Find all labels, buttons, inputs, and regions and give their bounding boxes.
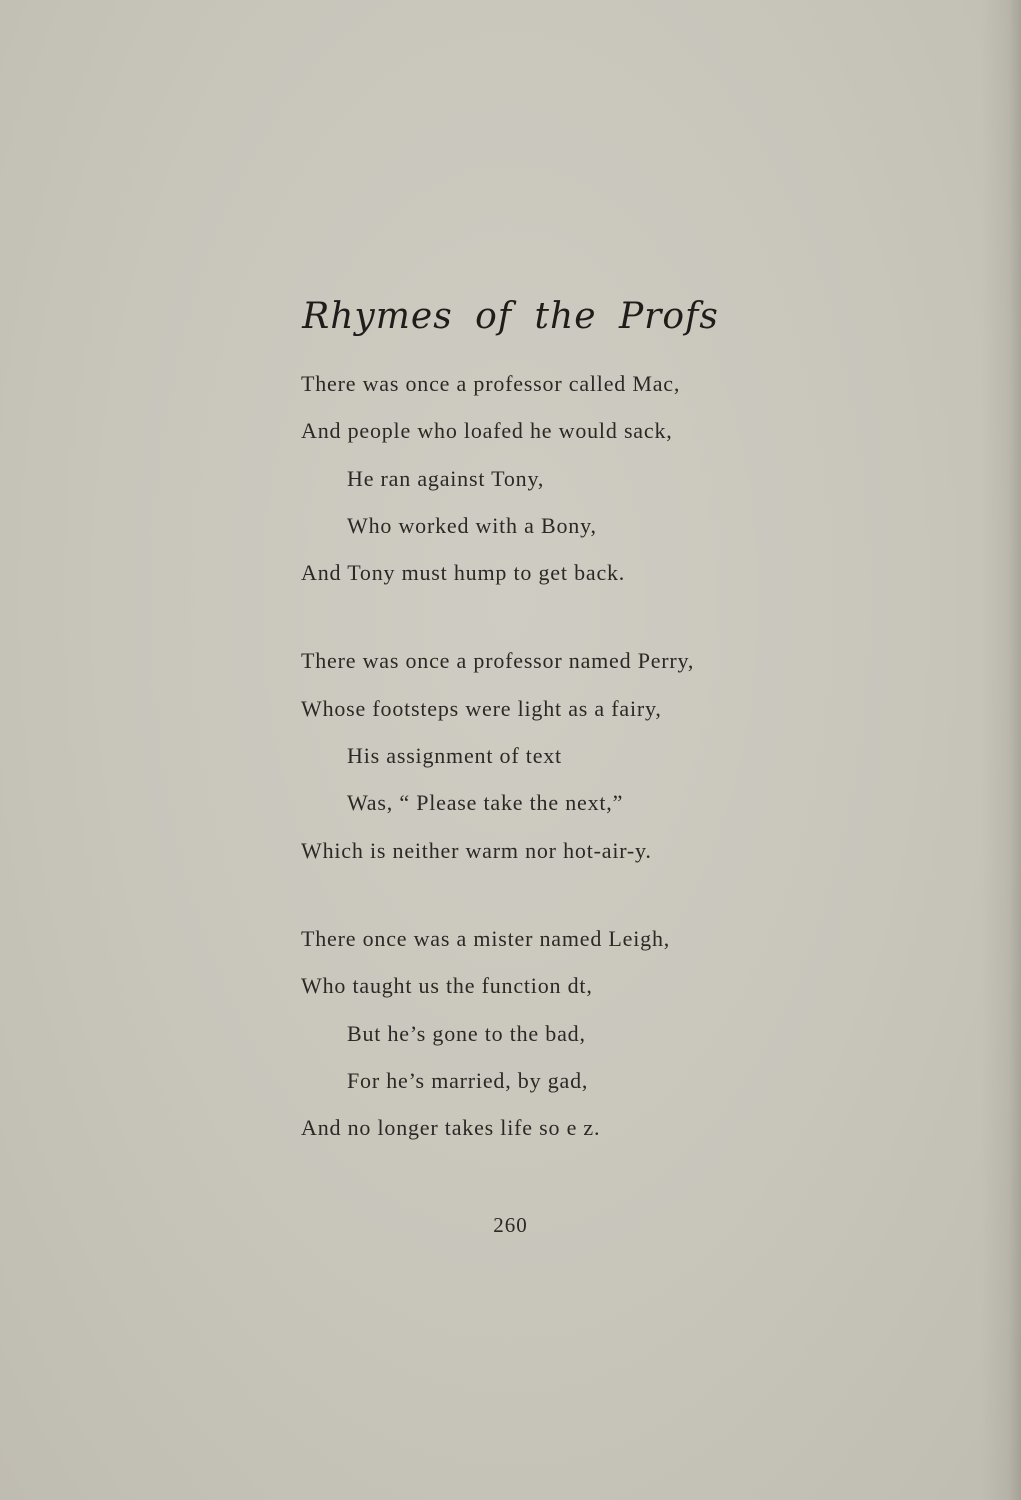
poem [301, 366, 941, 1198]
poem-line: And Tony must hump to get back. [301, 560, 626, 586]
page-number: 260 [493, 1213, 528, 1237]
poem-line: His assignment of text [347, 743, 562, 769]
poem-line: Was, “ Please take the next,” [347, 790, 624, 816]
poem-line: There once was a mister named Leigh, [301, 925, 671, 951]
stanza-1 [301, 366, 941, 602]
stanza-3 [301, 921, 941, 1157]
poem-line: But he’s gone to the bad, [347, 1020, 586, 1046]
page-title: Rhymes of the Profs [302, 296, 719, 337]
page-edge-shadow [981, 0, 1021, 1500]
poem-line: Who worked with a Bony, [347, 512, 597, 538]
poem-line: There was once a professor called Mac, [301, 371, 681, 396]
poem-line: He ran against Tony, [347, 465, 545, 491]
poem-line: And no longer takes life so e z. [301, 1115, 601, 1141]
poem-line: For he’s married, by gad, [347, 1067, 589, 1093]
poem-line: Whose footsteps were light as a fairy, [301, 695, 662, 721]
stanza-2 [301, 643, 941, 879]
poem-line: Which is neither warm nor hot-air-y. [301, 837, 652, 863]
poem-line: And people who loafed he would sack, [301, 418, 673, 444]
poem-line: There was once a professor named Perry, [301, 648, 695, 674]
poem-line: Who taught us the function dt, [301, 973, 593, 999]
